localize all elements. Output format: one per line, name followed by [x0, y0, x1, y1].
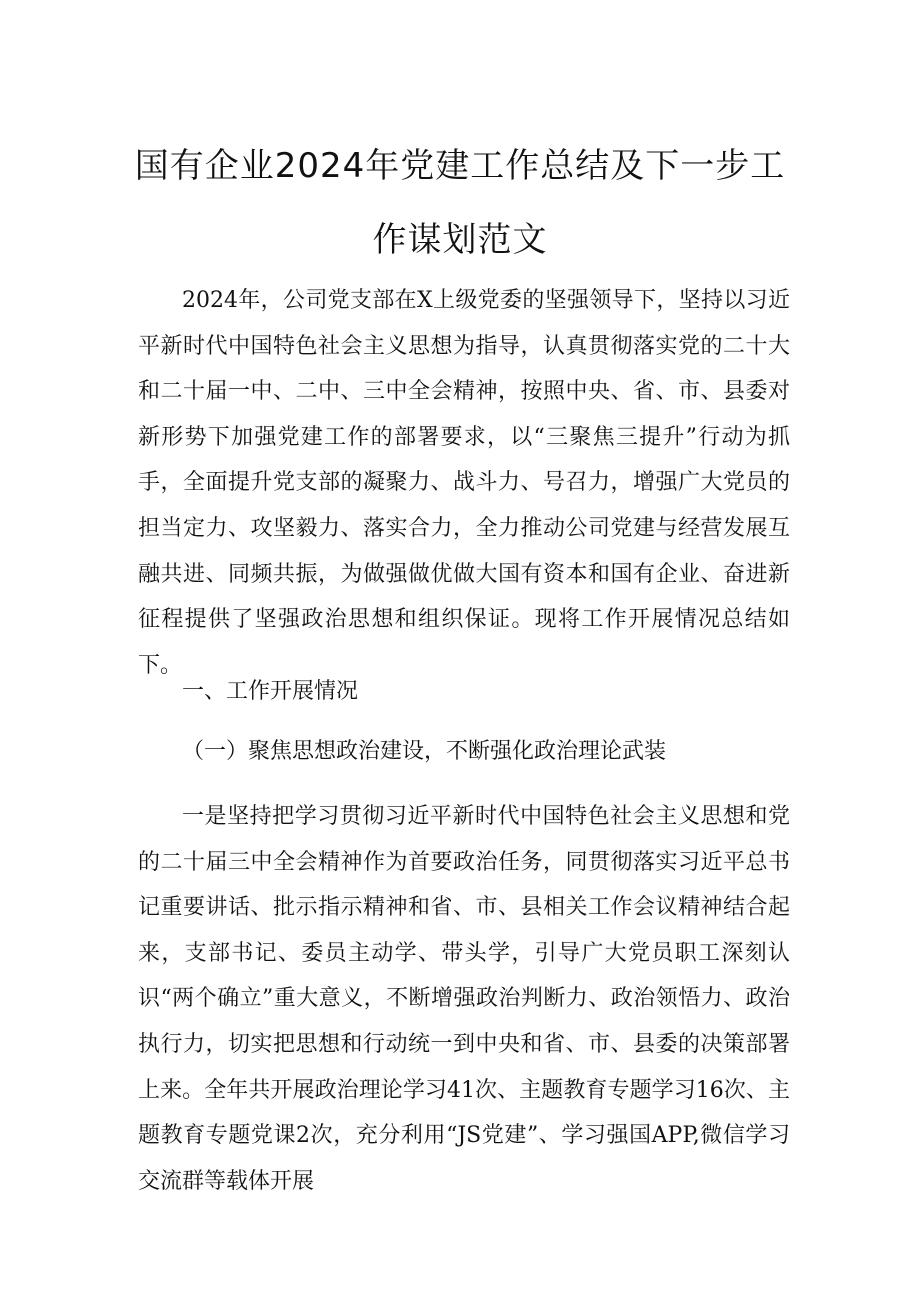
intro-paragraph: 2024年，公司党支部在X上级党委的坚强领导下，坚持以习近平新时代中国特色社会主义思想为指导，认真贯彻落实党的二十大和二十届一中、二中、三中全会精神，按照中央、省、市、县委对新形势下加强党建工作的部署要求，以“三聚焦三提升”行动为抓手，全面提升党支部的凝聚力、战斗力、号召力，增强广大党员的担当定力、攻坚毅力、落实合力，全力推动公司党建与经营发展互融共进、同频共振，为做强做优做大国有资本和国有企业、奋进新征程提供了坚强政治思想和组织保证。现将工作开展情况总结如下。: [138, 288, 790, 678]
section-heading: 一、工作开展情况: [182, 679, 359, 704]
document-title-line1: 国有企业2024年党建工作总结及下一步工: [134, 146, 786, 186]
subsection-heading: （一）聚焦思想政治建设，不断强化政治理论武装: [182, 739, 667, 764]
document-title-line2: 作谋划范文: [372, 220, 548, 260]
body-paragraph: 一是坚持把学习贯彻习近平新时代中国特色社会主义思想和党的二十届三中全会精神作为首要政治任务，同贯彻落实习近平总书记重要讲话、批示指示精神和省、市、县相关工作会议精神结合起来，支部书记、委员主动学、带头学，引导广大党员职工深刻认识“两个确立”重大意义，不断增强政治判断力、政治领悟力、政治执行力，切实把思想和行动统一到中央和省、市、县委的决策部署上来。全年共开展政治理论学习41次、主题教育专题学习16次、主题教育专题党课2次，充分利用“JS党建”、学习强国APP,微信学习交流群等载体开展: [138, 804, 790, 1194]
